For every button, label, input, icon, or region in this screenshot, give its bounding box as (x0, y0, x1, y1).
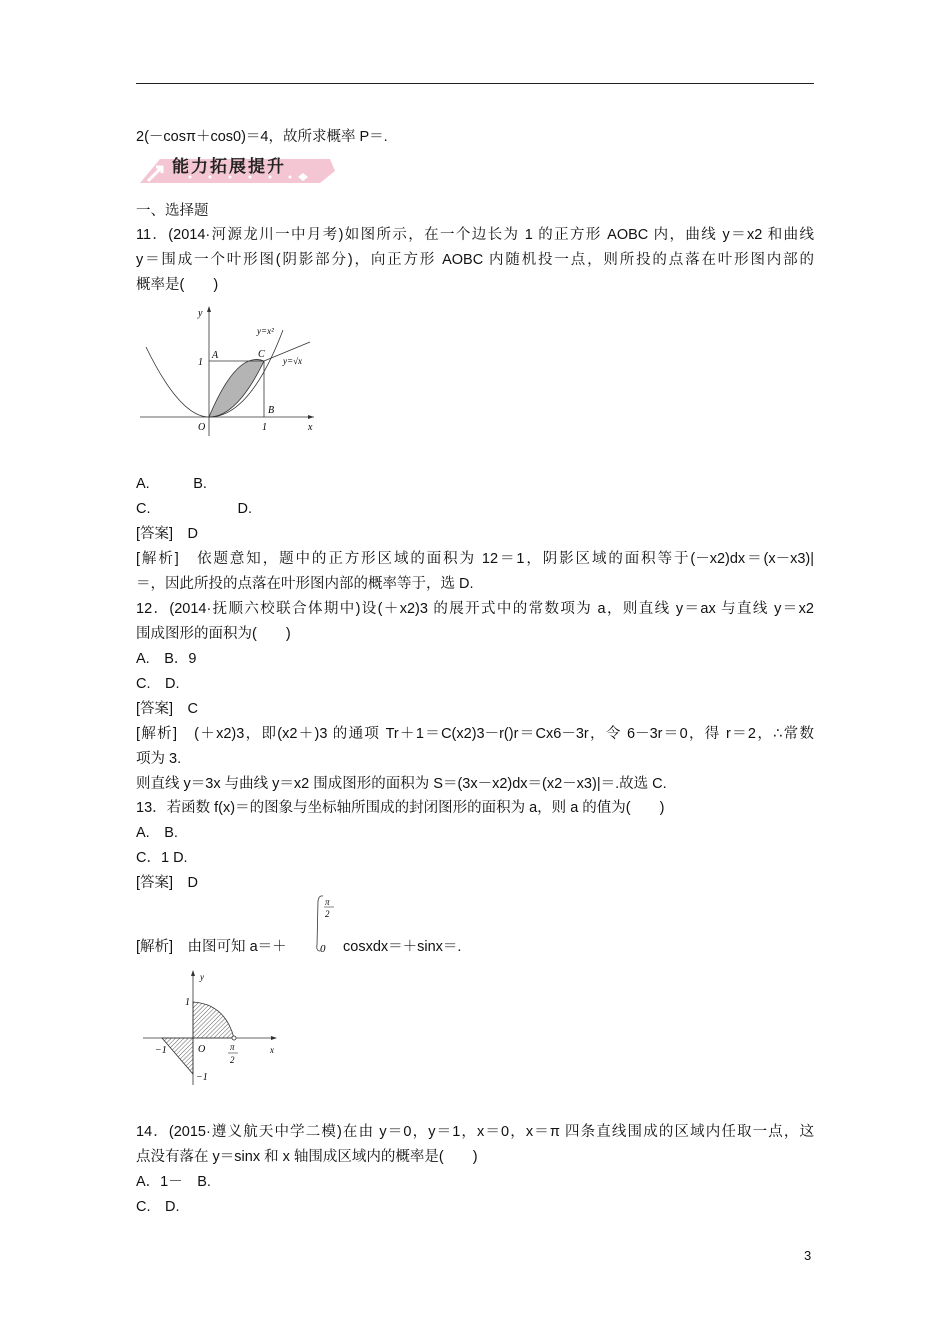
solution: cosxdx＝＋sinx＝. (343, 939, 462, 955)
solution: ＝，因此所投的点落在叶形图内部的概率等于，选 D. (136, 576, 474, 592)
question-11: y＝围成一个叶形图(阴影部分)，向正方形 AOBC 内随机投一点，则所投的点落在叶形图内部的 (136, 252, 814, 268)
options: C. D. (136, 676, 180, 692)
svg-text:π: π (230, 1042, 235, 1052)
solution: 项为 3. (136, 751, 182, 767)
options: A. B．9 (136, 651, 197, 667)
solution: [解析] 由图可知 a＝＋ (136, 939, 287, 955)
svg-text:x: x (308, 422, 313, 433)
svg-text:O: O (198, 422, 206, 433)
question-13: 13．若函数 f(x)＝的图象与坐标轴所围成的封闭图形的面积为 a，则 a 的值为( ) (136, 800, 665, 816)
svg-text:1: 1 (185, 997, 190, 1008)
svg-text:y: y (200, 972, 204, 982)
svg-text:1: 1 (198, 357, 203, 368)
svg-text:y=x²: y=x² (257, 326, 274, 336)
answer: [答案] D (136, 875, 199, 891)
text-line: 2(－cosπ＋cos0)＝4，故所求概率 P＝. (136, 129, 388, 145)
figure-leaf-shape (140, 305, 320, 437)
svg-text:x: x (270, 1045, 274, 1055)
integral-symbol (312, 895, 342, 955)
question-14: 14．(2015·遵义航天中学二模)在由 y＝0，y＝1，x＝0，x＝π 四条直线围成的区域内任取一点，这 (136, 1124, 814, 1140)
svg-text:0: 0 (320, 943, 326, 955)
svg-text:B: B (268, 405, 275, 416)
figure-cosine-area (140, 968, 315, 1088)
question-14: 点没有落在 y＝sinx 和 x 轴围成区域内的概率是( ) (136, 1149, 478, 1165)
svg-text:2: 2 (325, 909, 330, 919)
options: A．1－ B. (136, 1174, 211, 1190)
options: C．1 D. (136, 850, 188, 866)
solution: 则直线 y＝3x 与曲线 y＝x2 围成图形的面积为 S＝(3x－x2)dx＝(x2－x3)|＝.故选 C. (136, 776, 667, 792)
solution: [解析] 依题意知，题中的正方形区域的面积为 12＝1，阴影区域的面积等于(－x2)dx＝(x－x3)| (136, 551, 814, 567)
answer: [答案] C (136, 701, 199, 717)
svg-text:2: 2 (230, 1055, 235, 1065)
svg-text:−1: −1 (196, 1072, 208, 1083)
section-heading: 一、选择题 (136, 203, 209, 219)
svg-text:y: y (198, 308, 203, 319)
svg-text:1: 1 (262, 422, 267, 433)
question-12: 12．(2014·抚顺六校联合体期中)设(＋x2)3 的展开式中的常数项为 a，则直线 y＝ax 与直线 y＝x2 (136, 601, 814, 617)
question-11: 概率是( ) (136, 277, 219, 293)
options: A. B. (136, 825, 178, 841)
question-12: 围成图形的面积为( ) (136, 626, 291, 642)
options: A. B. (136, 476, 207, 492)
svg-text:y=√x: y=√x (283, 356, 303, 366)
options: C. D. (136, 501, 252, 517)
svg-text:π: π (325, 897, 330, 907)
svg-text:−1: −1 (155, 1045, 167, 1056)
section-banner-title: 能力拓展提升 (172, 157, 286, 176)
options: C. D. (136, 1199, 180, 1215)
question-11: 11．(2014·河源龙川一中月考)如图所示，在一个边长为 1 的正方形 AOBC 内，曲线 y＝x2 和曲线 (136, 227, 814, 243)
svg-text:C: C (258, 349, 265, 360)
svg-text:A: A (212, 350, 219, 361)
answer: [答案] D (136, 526, 199, 542)
header-rule (136, 83, 814, 84)
solution: [解析] (＋x2)3，即(x2＋)3 的通项 Tr＋1＝C(x2)3－r()r＝Cx6－3r，令 6－3r＝0，得 r＝2，∴常数 (136, 726, 814, 742)
page-number: 3 (804, 1248, 812, 1263)
svg-text:O: O (198, 1044, 206, 1055)
